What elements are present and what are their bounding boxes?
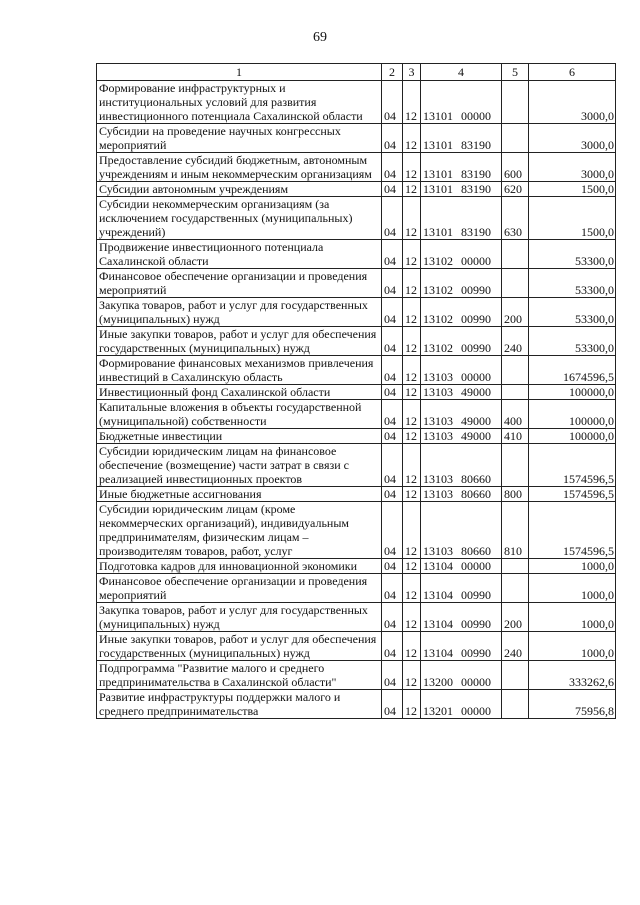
section-code: 04	[382, 385, 403, 400]
expense-type-code	[502, 559, 529, 574]
amount: 3000,0	[529, 81, 616, 124]
subsection-code: 12	[403, 356, 421, 385]
section-code: 04	[382, 603, 403, 632]
row-name: Предоставление субсидий бюджетным, автономным учреждениям и иным некоммерческим организациям	[97, 153, 382, 182]
expense-type-code: 630	[502, 197, 529, 240]
amount: 100000,0	[529, 429, 616, 444]
table-row	[97, 197, 616, 240]
row-name: Финансовое обеспечение организации и проведения мероприятий	[97, 269, 382, 298]
subsection-code: 12	[403, 400, 421, 429]
table-row	[97, 124, 616, 153]
target-code-part1: 13103	[423, 472, 453, 486]
target-code-part2: 49000	[461, 414, 491, 428]
amount: 1000,0	[529, 603, 616, 632]
section-code: 04	[382, 632, 403, 661]
table-row	[97, 632, 616, 661]
section-code: 04	[382, 487, 403, 502]
target-code	[421, 559, 502, 574]
table-row	[97, 429, 616, 444]
section-code: 04	[382, 574, 403, 603]
subsection-code: 12	[403, 487, 421, 502]
target-code-part1: 13103	[423, 544, 453, 558]
amount: 75956,8	[529, 690, 616, 719]
row-name: Капитальные вложения в объекты государственной (муниципальной) собственности	[97, 400, 382, 429]
table-row	[97, 574, 616, 603]
target-code-part2: 00990	[461, 646, 491, 660]
amount: 1500,0	[529, 182, 616, 197]
subsection-code: 12	[403, 327, 421, 356]
target-code	[421, 81, 502, 124]
row-name: Субсидии юридическим лицам на финансовое обеспечение (возмещение) части затрат в связи с реализацией инвестиционных проектов	[97, 444, 382, 487]
section-code: 04	[382, 298, 403, 327]
subsection-code: 12	[403, 182, 421, 197]
expense-type-code: 200	[502, 603, 529, 632]
amount: 1574596,5	[529, 487, 616, 502]
expense-type-code	[502, 124, 529, 153]
subsection-code: 12	[403, 429, 421, 444]
expense-type-code: 600	[502, 153, 529, 182]
subsection-code: 12	[403, 502, 421, 559]
amount: 333262,6	[529, 661, 616, 690]
column-header: 5	[502, 64, 529, 81]
section-code: 04	[382, 444, 403, 487]
table-row	[97, 385, 616, 400]
section-code: 04	[382, 400, 403, 429]
table-row	[97, 603, 616, 632]
section-code: 04	[382, 197, 403, 240]
target-code	[421, 153, 502, 182]
expense-type-code	[502, 240, 529, 269]
target-code-part1: 13101	[423, 138, 453, 152]
amount: 100000,0	[529, 400, 616, 429]
row-name: Подпрограмма "Развитие малого и среднего предпринимательства в Сахалинской области"	[97, 661, 382, 690]
amount: 1000,0	[529, 574, 616, 603]
expense-type-code	[502, 574, 529, 603]
target-code-part1: 13103	[423, 370, 453, 384]
column-header: 3	[403, 64, 421, 81]
column-header: 6	[529, 64, 616, 81]
target-code-part1: 13101	[423, 109, 453, 123]
expense-type-code: 410	[502, 429, 529, 444]
subsection-code: 12	[403, 385, 421, 400]
section-code: 04	[382, 502, 403, 559]
table-row	[97, 356, 616, 385]
section-code: 04	[382, 81, 403, 124]
target-code	[421, 298, 502, 327]
page-number: 69	[313, 30, 327, 45]
expense-type-code: 810	[502, 502, 529, 559]
column-header: 4	[421, 64, 502, 81]
table-row	[97, 502, 616, 559]
table-row	[97, 661, 616, 690]
column-header: 1	[97, 64, 382, 81]
subsection-code: 12	[403, 444, 421, 487]
target-code-part1: 13104	[423, 617, 453, 631]
target-code-part1: 13101	[423, 182, 453, 196]
subsection-code: 12	[403, 632, 421, 661]
subsection-code: 12	[403, 603, 421, 632]
expense-type-code	[502, 385, 529, 400]
target-code-part2: 83190	[461, 182, 491, 196]
target-code-part1: 13201	[423, 704, 453, 718]
section-code: 04	[382, 269, 403, 298]
table-row	[97, 182, 616, 197]
target-code	[421, 197, 502, 240]
amount: 1574596,5	[529, 502, 616, 559]
row-name: Формирование финансовых механизмов привлечения инвестиций в Сахалинскую область	[97, 356, 382, 385]
section-code: 04	[382, 429, 403, 444]
row-name: Развитие инфраструктуры поддержки малого и среднего предпринимательства	[97, 690, 382, 719]
amount: 100000,0	[529, 385, 616, 400]
target-code	[421, 124, 502, 153]
amount: 3000,0	[529, 124, 616, 153]
row-name: Формирование инфраструктурных и институциональных условий для развития инвестиционного потенциала Сахалинской области	[97, 81, 382, 124]
target-code-part1: 13103	[423, 429, 453, 443]
target-code-part2: 00000	[461, 370, 491, 384]
section-code: 04	[382, 559, 403, 574]
expense-type-code	[502, 690, 529, 719]
target-code	[421, 487, 502, 502]
row-name: Финансовое обеспечение организации и проведения мероприятий	[97, 574, 382, 603]
target-code	[421, 603, 502, 632]
row-name: Иные закупки товаров, работ и услуг для обеспечения государственных (муниципальных) нужд	[97, 327, 382, 356]
target-code-part2: 00990	[461, 617, 491, 631]
section-code: 04	[382, 124, 403, 153]
target-code-part1: 13104	[423, 646, 453, 660]
expense-type-code: 200	[502, 298, 529, 327]
target-code-part2: 00990	[461, 283, 491, 297]
subsection-code: 12	[403, 574, 421, 603]
target-code-part1: 13103	[423, 385, 453, 399]
target-code-part2: 00990	[461, 588, 491, 602]
row-name: Субсидии некоммерческим организациям (за исключением государственных (муниципальных) учреждений)	[97, 197, 382, 240]
target-code-part2: 80660	[461, 487, 491, 501]
target-code-part1: 13102	[423, 341, 453, 355]
row-name: Бюджетные инвестиции	[97, 429, 382, 444]
target-code-part2: 00000	[461, 675, 491, 689]
target-code-part2: 49000	[461, 385, 491, 399]
row-name: Закупка товаров, работ и услуг для государственных (муниципальных) нужд	[97, 603, 382, 632]
table-row	[97, 81, 616, 124]
row-name: Субсидии на проведение научных конгрессных мероприятий	[97, 124, 382, 153]
subsection-code: 12	[403, 298, 421, 327]
subsection-code: 12	[403, 153, 421, 182]
subsection-code: 12	[403, 690, 421, 719]
target-code-part2: 80660	[461, 472, 491, 486]
target-code	[421, 269, 502, 298]
target-code-part1: 13102	[423, 283, 453, 297]
row-name: Субсидии автономным учреждениям	[97, 182, 382, 197]
row-name: Продвижение инвестиционного потенциала Сахалинской области	[97, 240, 382, 269]
target-code-part1: 13200	[423, 675, 453, 689]
amount: 1574596,5	[529, 444, 616, 487]
target-code-part2: 00000	[461, 704, 491, 718]
target-code-part2: 83190	[461, 138, 491, 152]
row-name: Инвестиционный фонд Сахалинской области	[97, 385, 382, 400]
expense-type-code: 400	[502, 400, 529, 429]
target-code	[421, 240, 502, 269]
target-code-part1: 13104	[423, 588, 453, 602]
target-code	[421, 574, 502, 603]
target-code	[421, 632, 502, 661]
target-code	[421, 182, 502, 197]
row-name: Подготовка кадров для инновационной экономики	[97, 559, 382, 574]
target-code-part1: 13103	[423, 414, 453, 428]
table-row	[97, 269, 616, 298]
expense-type-code	[502, 661, 529, 690]
amount: 1000,0	[529, 559, 616, 574]
expense-type-code: 240	[502, 632, 529, 661]
row-name: Иные бюджетные ассигнования	[97, 487, 382, 502]
section-code: 04	[382, 182, 403, 197]
table-header-row	[97, 64, 616, 81]
section-code: 04	[382, 356, 403, 385]
table-row	[97, 559, 616, 574]
section-code: 04	[382, 240, 403, 269]
target-code-part2: 83190	[461, 225, 491, 239]
table-row	[97, 400, 616, 429]
expense-type-code	[502, 269, 529, 298]
expense-type-code: 240	[502, 327, 529, 356]
target-code	[421, 400, 502, 429]
amount: 1674596,5	[529, 356, 616, 385]
amount: 1500,0	[529, 197, 616, 240]
budget-table	[96, 63, 616, 719]
target-code	[421, 429, 502, 444]
target-code-part1: 13102	[423, 254, 453, 268]
row-name: Иные закупки товаров, работ и услуг для обеспечения государственных (муниципальных) нужд	[97, 632, 382, 661]
target-code	[421, 356, 502, 385]
target-code-part1: 13102	[423, 312, 453, 326]
expense-type-code	[502, 356, 529, 385]
target-code-part1: 13104	[423, 559, 453, 573]
amount: 53300,0	[529, 240, 616, 269]
table-row	[97, 487, 616, 502]
amount: 1000,0	[529, 632, 616, 661]
table-row	[97, 153, 616, 182]
target-code-part2: 80660	[461, 544, 491, 558]
subsection-code: 12	[403, 559, 421, 574]
amount: 3000,0	[529, 153, 616, 182]
target-code	[421, 385, 502, 400]
target-code-part2: 00990	[461, 341, 491, 355]
table-body	[97, 81, 616, 719]
subsection-code: 12	[403, 197, 421, 240]
target-code-part1: 13101	[423, 225, 453, 239]
column-header: 2	[382, 64, 403, 81]
subsection-code: 12	[403, 661, 421, 690]
subsection-code: 12	[403, 81, 421, 124]
target-code-part2: 00990	[461, 312, 491, 326]
section-code: 04	[382, 153, 403, 182]
expense-type-code	[502, 444, 529, 487]
target-code-part2: 49000	[461, 429, 491, 443]
expense-type-code: 620	[502, 182, 529, 197]
target-code	[421, 327, 502, 356]
target-code-part2: 00000	[461, 254, 491, 268]
row-name: Закупка товаров, работ и услуг для государственных (муниципальных) нужд	[97, 298, 382, 327]
table-row	[97, 298, 616, 327]
amount: 53300,0	[529, 327, 616, 356]
amount: 53300,0	[529, 298, 616, 327]
target-code-part2: 00000	[461, 109, 491, 123]
amount: 53300,0	[529, 269, 616, 298]
table-row	[97, 690, 616, 719]
row-name: Субсидии юридическим лицам (кроме некоммерческих организаций), индивидуальным предпринимателям, физическим лицам – производителям товаров, работ, услуг	[97, 502, 382, 559]
target-code-part1: 13101	[423, 167, 453, 181]
target-code	[421, 690, 502, 719]
subsection-code: 12	[403, 240, 421, 269]
table-row	[97, 444, 616, 487]
target-code	[421, 661, 502, 690]
target-code-part2: 83190	[461, 167, 491, 181]
expense-type-code: 800	[502, 487, 529, 502]
target-code	[421, 502, 502, 559]
section-code: 04	[382, 661, 403, 690]
subsection-code: 12	[403, 124, 421, 153]
section-code: 04	[382, 327, 403, 356]
section-code: 04	[382, 690, 403, 719]
table-row	[97, 240, 616, 269]
target-code-part1: 13103	[423, 487, 453, 501]
target-code-part2: 00000	[461, 559, 491, 573]
subsection-code: 12	[403, 269, 421, 298]
target-code	[421, 444, 502, 487]
table-row	[97, 327, 616, 356]
expense-type-code	[502, 81, 529, 124]
